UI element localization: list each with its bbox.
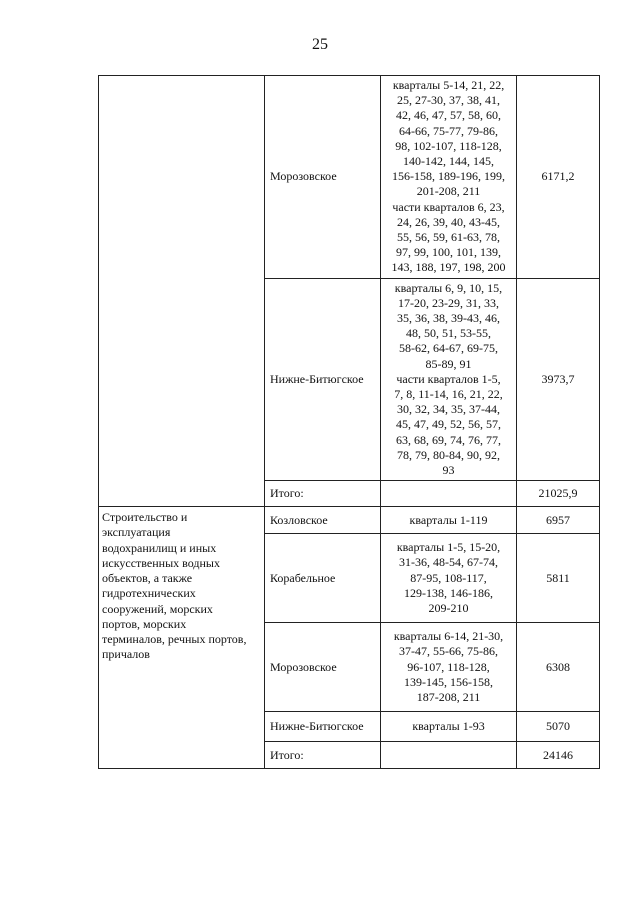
text-line: части кварталов 1-5, <box>396 371 501 386</box>
area-lines <box>384 540 513 616</box>
purpose-lines <box>102 510 261 662</box>
purpose-cell <box>99 507 265 769</box>
text-line: 98, 102-107, 118-128, <box>395 138 502 153</box>
empty-cell <box>381 742 517 769</box>
text-line: 93 <box>442 463 455 478</box>
text-line: 45, 47, 49, 52, 56, 57, <box>396 417 501 432</box>
text-line: кварталы 1-5, 15-20, <box>396 540 501 555</box>
area-cell <box>381 278 517 481</box>
area-cell <box>381 623 517 712</box>
text-line: сооружений, морских <box>102 601 213 616</box>
text-line: 7, 8, 11-14, 16, 21, 22, <box>394 387 503 402</box>
text-line: 96-107, 118-128, <box>407 659 490 674</box>
text-line: 201-208, 211 <box>416 184 481 199</box>
text-line: портов, морских <box>102 616 187 631</box>
text-line: части кварталов 6, 23, <box>392 199 505 214</box>
forestry-name: Козловское <box>265 507 381 534</box>
total-value: 21025,9 <box>517 481 600 507</box>
table-row <box>99 507 600 534</box>
text-line: 30, 32, 34, 35, 37-44, <box>397 402 500 417</box>
page-number: 25 <box>312 36 328 53</box>
forestry-name: Нижне-Битюгское <box>265 278 381 481</box>
area-cell <box>381 507 517 534</box>
area-value: 6171,2 <box>517 76 600 279</box>
text-line: 37-47, 55-66, 75-86, <box>399 644 498 659</box>
text-line: объектов, а также <box>102 571 193 586</box>
total-value: 24146 <box>517 742 600 769</box>
text-line: 48, 50, 51, 53-55, <box>406 326 491 341</box>
text-line: 64-66, 75-77, 79-86, <box>399 123 498 138</box>
forestry-name: Морозовское <box>265 623 381 712</box>
total-label: Итого: <box>265 742 381 769</box>
text-line: кварталы 1-119 <box>409 512 488 527</box>
text-line: 85-89, 91 <box>425 356 472 371</box>
text-line: 24, 26, 39, 40, 43-45, <box>397 214 500 229</box>
area-lines <box>384 629 513 705</box>
area-cell <box>381 76 517 279</box>
area-lines <box>384 513 513 528</box>
text-line: 209-210 <box>428 601 469 616</box>
text-line: гидротехнических <box>102 586 196 601</box>
text-line: 42, 46, 47, 57, 58, 60, <box>396 108 501 123</box>
area-cell <box>381 534 517 623</box>
text-line: 97, 99, 100, 101, 139, <box>396 245 501 260</box>
text-line: 140-142, 144, 145, <box>403 154 494 169</box>
empty-cell <box>381 481 517 507</box>
total-label: Итого: <box>265 481 381 507</box>
text-line: кварталы 6-14, 21-30, <box>393 629 504 644</box>
text-line: 78, 79, 80-84, 90, 92, <box>397 447 500 462</box>
text-line: 129-138, 146-186, <box>404 585 493 600</box>
table-row <box>99 76 600 279</box>
area-lines <box>384 281 513 479</box>
area-lines <box>384 78 513 276</box>
text-line: 55, 56, 59, 61-63, 78, <box>397 230 500 245</box>
text-line: 156-158, 189-196, 199, <box>392 169 505 184</box>
area-value: 5070 <box>517 712 600 742</box>
empty-purpose-cell <box>99 76 265 507</box>
area-value: 5811 <box>517 534 600 623</box>
text-line: кварталы 5-14, 21, 22, <box>392 78 505 92</box>
text-line: 139-145, 156-158, <box>404 674 493 689</box>
text-line: 187-208, 211 <box>416 690 481 705</box>
text-line: 17-20, 23-29, 31, 33, <box>398 295 499 310</box>
text-line: 25, 27-30, 37, 38, 41, <box>397 93 500 108</box>
area-lines <box>384 719 513 734</box>
forestry-table <box>98 75 600 769</box>
forestry-name: Морозовское <box>265 76 381 279</box>
text-line: водохранилищ и иных <box>102 540 217 555</box>
text-line: 63, 68, 69, 74, 76, 77, <box>396 432 501 447</box>
text-line: 143, 188, 197, 198, 200 <box>391 260 506 275</box>
forestry-name: Нижне-Битюгское <box>265 712 381 742</box>
text-line: Строительство и <box>102 510 188 525</box>
text-line: 31-36, 48-54, 67-74, <box>399 555 498 570</box>
forestry-name: Корабельное <box>265 534 381 623</box>
area-value: 3973,7 <box>517 278 600 481</box>
area-value: 6308 <box>517 623 600 712</box>
text-line: кварталы 6, 9, 10, 15, <box>394 280 503 295</box>
text-line: 58-62, 64-67, 69-75, <box>399 341 498 356</box>
text-line: 87-95, 108-117, <box>410 570 487 585</box>
area-value: 6957 <box>517 507 600 534</box>
text-line: кварталы 1-93 <box>412 719 485 734</box>
text-line: искусственных водных <box>102 555 220 570</box>
text-line: причалов <box>102 647 150 662</box>
text-line: эксплуатация <box>102 525 171 540</box>
text-line: терминалов, речных портов, <box>102 631 247 646</box>
text-line: 35, 36, 38, 39-43, 46, <box>397 311 500 326</box>
area-cell <box>381 712 517 742</box>
